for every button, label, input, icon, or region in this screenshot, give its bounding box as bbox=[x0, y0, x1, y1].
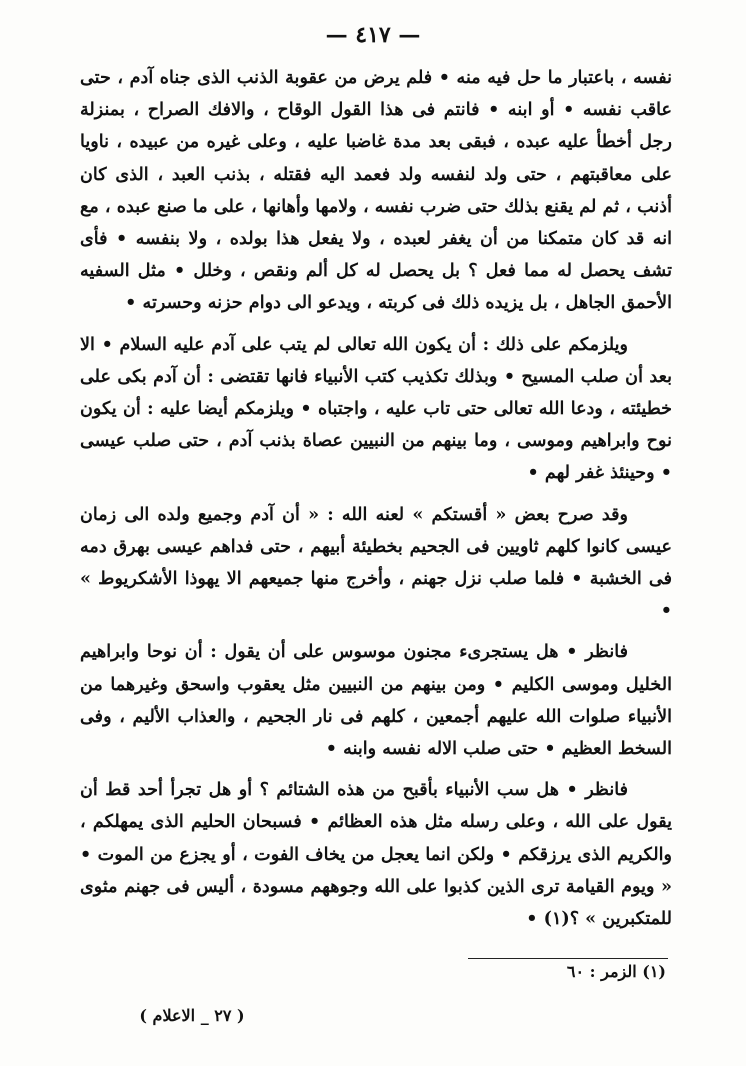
paragraph-4: فانظر • هل يستجرىء مجنون موسوس على أن يقول : أن نوحا وابراهيم الخليل وموسى الكليم • ومن بينهم من النبيين مثل يعقوب واسحق وغيرهما من الأنبياء صلوات الله عليهم أجمعين ، كلهم فى نار الجحيم ، والعذاب الأليم ، وفى السخط العظيم • حتى صلب الاله نفسه وابنه • bbox=[80, 641, 672, 760]
paragraph-2: ويلزمكم على ذلك : أن يكون الله تعالى لم يتب على آدم عليه السلام • الا بعد أن صلب المسيح • وبذلك تكذيب كتب الأنبياء فانها تقتضى : أن آدم بكى على خطيئته ، ودعا الله تعالى حتى تاب عليه ، واجتباه • ويلزمكم أيضا عليه : أن يكون نوح وابراهيم وموسى ، وما بينهم من النبيين عصاة بذنب آدم ، حتى صلب عيسى • وحينئذ غفر لهم • bbox=[80, 333, 672, 484]
body-text bbox=[80, 62, 672, 944]
paragraph-3: وقد صرح بعض « أقستكم » لعنه الله : « أن آدم وجميع ولده الى زمان عيسى كانوا كلهم ثاويين فى الجحيم بخطيئة أبيهم ، حتى فداهم عيسى بهرق دمه فى الخشبة • فلما صلب نزل جهنم ، وأخرج منها جميعهم الا يهوذا الأشكريوط » • bbox=[80, 503, 672, 622]
paragraph-5-text: فانظر • هل سب الأنبياء بأقبح من هذه الشتائم ؟ أو هل تجرأ أحد قط أن يقول على الله ، وعلى رسله مثل هذه العظائم • فسبحان الحليم الذى يمهلكم ، والكريم الذى يرزقكم • ولكن انما يعجل من يخاف الفوت ، أو يجزع من الموت • bbox=[80, 779, 672, 865]
paragraph-5 bbox=[80, 774, 672, 935]
page-number: — ٤١٧ — bbox=[325, 22, 421, 48]
signature-mark: ( ٢٧ _ الاعلام ) bbox=[139, 1006, 245, 1025]
paragraph-1: نفسه ، باعتبار ما حل فيه منه • فلم يرض من عقوبة الذنب الذى جناه آدم ، حتى عاقب نفسه • أو ابنه • فانتم فى هذا القول الوقاح ، والافك الصراح ، بمنزلة رجل أخطأ عليه عبده ، فبقى بعد مدة غاضبا عليه ، وعلى غيره من عبيده ، ناويا على معاقبتهم ، حتى ولد لنفسه ولد فعمد اليه فقتله ، بذنب العبد ، الذى كان أذنب ، ثم لم يقنع بذلك حتى ضرب نفسه ، ولامها وأهانها ، على ما صنع عبده ، مع انه قد كان متمكنا من أن يغفر لعبده ، ولا يفعل هذا بولده ، ولا بنفسه • فأى تشف يحصل له مما فعل ؟ بل يحصل له كل ألم ونقص ، وخلل • مثل السفيه الأحمق الجاهل ، بل يزيده ذلك فى كربته ، ويدعو الى دوام حزنه وحسرته • bbox=[80, 67, 672, 314]
footnote-divider bbox=[468, 958, 668, 959]
quranic-verse: « ويوم القيامة ترى الذين كذبوا على الله وجوههم مسودة ، أليس فى جهنم مثوى للمتكبرين » ؟(١) • bbox=[80, 875, 672, 930]
footnote: (١) الزمر : ٦٠ bbox=[566, 962, 666, 981]
